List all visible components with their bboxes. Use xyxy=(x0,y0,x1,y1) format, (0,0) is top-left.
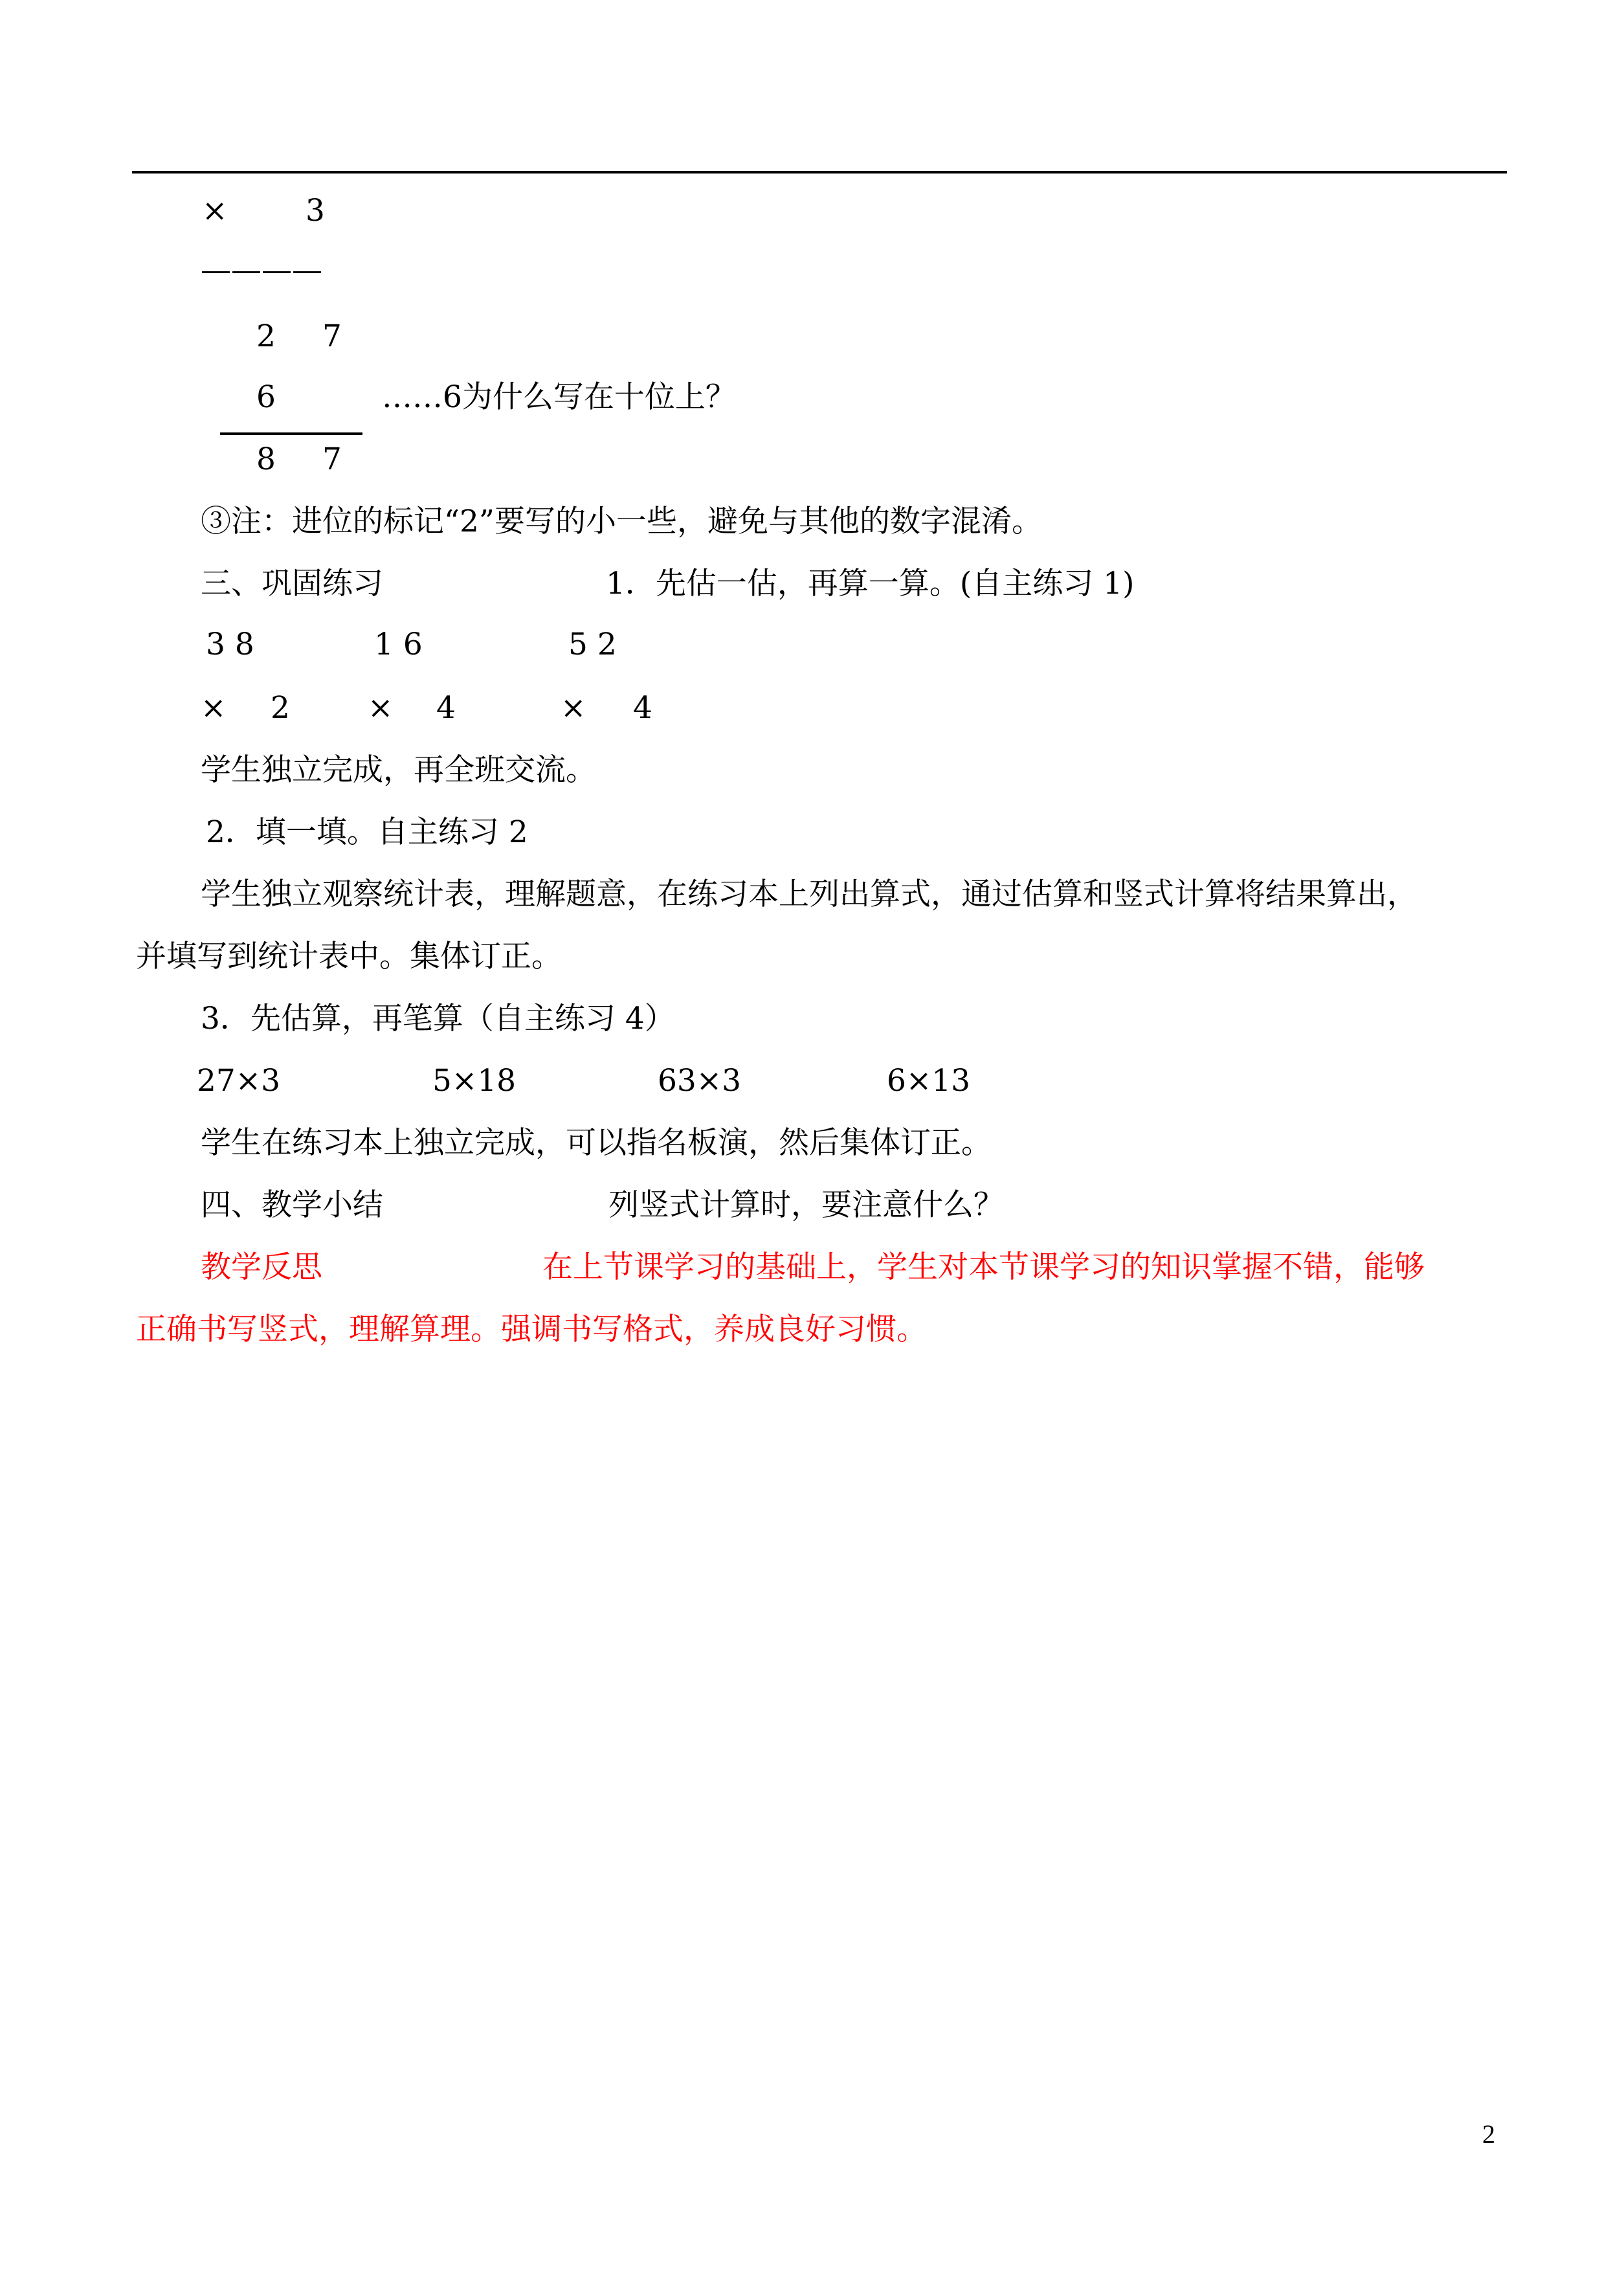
multiplier: 3 xyxy=(306,193,325,229)
problem-1-top: 3 8 xyxy=(206,627,254,662)
task-3: 3．先估算，再笔算（自主练习 4） xyxy=(201,1001,675,1036)
times-sign: × xyxy=(202,193,228,229)
result-digit-ones: 7 xyxy=(322,442,342,477)
paragraph-stats-line2: 并填写到统计表中。集体订正。 xyxy=(136,939,562,974)
reflection-heading: 教学反思 xyxy=(201,1249,322,1285)
problem-1-bottom: 2 xyxy=(271,690,290,726)
reflection-line2: 正确书写竖式，理解算理。强调书写格式，养成良好习惯。 xyxy=(136,1312,927,1347)
result-digit-tens: 8 xyxy=(256,442,276,477)
reflection-line1: 在上节课学习的基础上，学生对本节课学习的知识掌握不错，能够 xyxy=(542,1249,1425,1285)
expr-3: 63×3 xyxy=(658,1063,742,1099)
problem-2-bottom: 4 xyxy=(436,690,456,726)
problem-1-op: × xyxy=(201,690,227,726)
problem-3-bottom: 4 xyxy=(633,690,652,726)
expr-2: 5×18 xyxy=(432,1063,517,1099)
paragraph-stats-line1: 学生独立观察统计表，理解题意，在练习本上列出算式，通过估算和竖式计算将结果算出， xyxy=(201,877,1418,912)
carry-question: ……6为什么写在十位上？ xyxy=(382,379,736,415)
summary-question: 列竖式计算时，要注意什么？ xyxy=(608,1187,1004,1223)
problem-2-op: × xyxy=(368,690,394,726)
paragraph-board: 学生在练习本上独立完成，可以指名板演，然后集体订正。 xyxy=(201,1125,992,1161)
problem-3-op: × xyxy=(561,690,586,726)
task-1: 1．先估一估，再算一算。(自主练习 1) xyxy=(606,566,1135,601)
dash-line: ———— xyxy=(201,252,322,288)
partial-digit-ones: 7 xyxy=(322,319,342,354)
expr-4: 6×13 xyxy=(887,1063,971,1099)
header-rule xyxy=(132,171,1507,173)
sum-line xyxy=(220,432,362,435)
page-number: 2 xyxy=(1482,2120,1495,2149)
task-2: 2．填一填。自主练习 2 xyxy=(206,814,528,850)
section-heading-summary: 四、教学小结 xyxy=(201,1187,383,1223)
section-heading-practice: 三、巩固练习 xyxy=(201,566,383,601)
problem-2-top: 1 6 xyxy=(374,627,423,662)
problem-3-top: 5 2 xyxy=(568,627,617,662)
carry-note: ③注：进位的标记“2”要写的小一些，避免与其他的数字混淆。 xyxy=(201,504,1042,539)
carry-digit: 6 xyxy=(256,379,276,415)
expr-1: 27×3 xyxy=(197,1063,281,1099)
paragraph-independent: 学生独立完成，再全班交流。 xyxy=(201,752,596,788)
partial-digit-tens: 2 xyxy=(256,319,276,354)
